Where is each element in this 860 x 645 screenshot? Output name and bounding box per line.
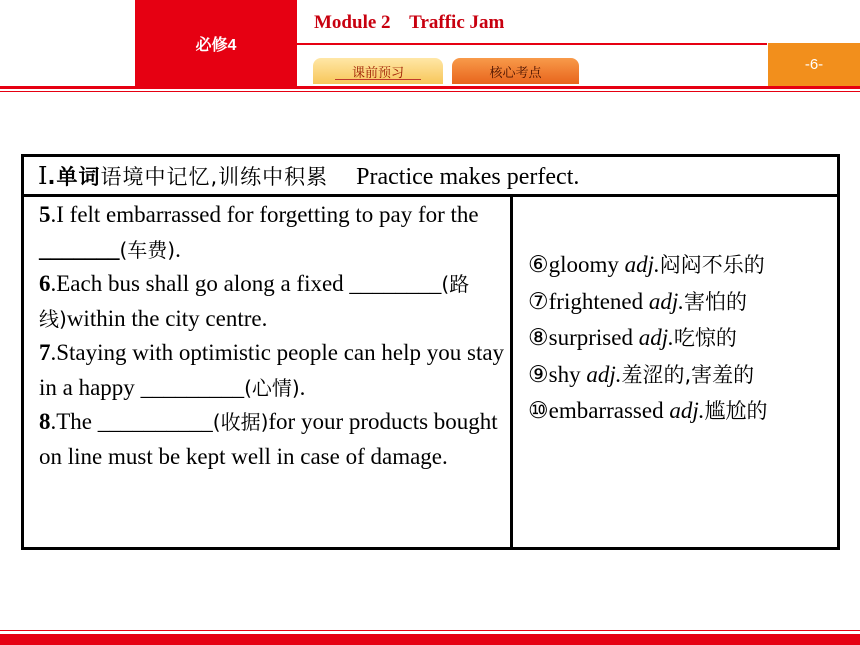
question-number: 6 xyxy=(39,271,51,296)
header-rule-thin xyxy=(0,91,860,92)
question-number: 8 xyxy=(39,409,51,434)
vocab-item xyxy=(528,393,837,430)
question-text-after: . xyxy=(299,374,306,400)
answer-blank[interactable]: ________ xyxy=(349,271,442,296)
vocab-mark: ⑨ xyxy=(528,361,549,387)
vocab-pos: adj. xyxy=(624,252,660,277)
vocab-pos: adj. xyxy=(669,398,705,423)
vocab-meaning: 闷闷不乐的 xyxy=(659,253,765,277)
question-8 xyxy=(39,405,510,474)
answer-blank[interactable]: _______ xyxy=(39,236,120,262)
section-motto: Practice makes perfect. xyxy=(356,164,580,190)
vocab-meaning: 吃惊的 xyxy=(673,326,737,350)
answer-blank[interactable]: _________ xyxy=(140,374,245,400)
section-roman: Ⅰ xyxy=(38,164,48,190)
question-text-after: within the city centre. xyxy=(66,305,268,331)
question-text: .The xyxy=(50,409,98,434)
question-hint: (车费) xyxy=(119,237,176,262)
vocab-word: surprised xyxy=(548,325,639,350)
question-text: .Staying with optimistic people can help you stay in a happy xyxy=(39,340,505,400)
header-divider xyxy=(297,43,767,45)
question-5 xyxy=(39,198,510,267)
questions-column xyxy=(24,197,513,547)
header-left-blank xyxy=(0,0,135,86)
section-heading-text: 语境中记忆,训练中积累 xyxy=(100,165,329,189)
vocab-column xyxy=(513,197,837,547)
question-text-after: for your products bought on line must be kept well in case of damage. xyxy=(39,409,498,469)
exercise-table xyxy=(21,154,840,550)
question-hint: (路线) xyxy=(39,272,470,331)
vocab-mark: ⑦ xyxy=(528,288,549,314)
vocab-word: gloomy xyxy=(548,252,625,277)
module-title: Module 2 Traffic Jam xyxy=(314,12,505,33)
question-number: 7 xyxy=(39,340,51,365)
question-text: .Each bus shall go along a fixed xyxy=(50,271,350,296)
vocab-word: shy xyxy=(548,361,587,387)
vocab-meaning: 羞涩的,害羞的 xyxy=(621,362,755,387)
vocab-word: frightened xyxy=(548,288,649,314)
question-text: .I felt embarrassed for forgetting to pay for the xyxy=(50,202,479,227)
vocab-mark: ⑧ xyxy=(528,325,549,350)
question-number: 5 xyxy=(39,202,51,227)
footer-bar xyxy=(0,634,860,645)
page-number: -6- xyxy=(768,43,860,86)
vocab-mark: ⑩ xyxy=(528,398,549,423)
tab-preview[interactable] xyxy=(313,58,443,84)
vocab-word: embarrassed xyxy=(548,398,670,423)
vocab-mark: ⑥ xyxy=(528,252,549,277)
question-7 xyxy=(39,336,510,405)
section-heading-bold: .单词 xyxy=(47,165,101,189)
vocab-item xyxy=(528,357,837,394)
vocab-pos: adj. xyxy=(648,288,685,314)
vocab-meaning: 尴尬的 xyxy=(704,399,768,423)
question-text-after: . xyxy=(175,236,181,262)
question-hint: (心情) xyxy=(244,375,300,400)
question-6 xyxy=(39,267,510,336)
tab-underline xyxy=(335,79,421,80)
header-rule xyxy=(0,86,860,89)
tab-key-points-label: 核心考点 xyxy=(489,64,542,80)
vocab-meaning: 害怕的 xyxy=(684,289,748,314)
answer-blank[interactable]: __________ xyxy=(97,409,213,434)
vocab-item xyxy=(528,320,837,357)
tab-preview-label: 课前预习 xyxy=(351,64,404,80)
vocab-item xyxy=(528,284,837,321)
vocab-item xyxy=(528,247,837,284)
tab-key-points[interactable] xyxy=(452,58,579,84)
book-label: 必修4 xyxy=(135,0,297,86)
question-hint: (收据) xyxy=(212,410,269,434)
vocab-pos: adj. xyxy=(638,325,674,350)
footer-rule-thin xyxy=(0,630,860,631)
section-heading xyxy=(24,157,837,197)
vocab-pos: adj. xyxy=(586,361,622,387)
